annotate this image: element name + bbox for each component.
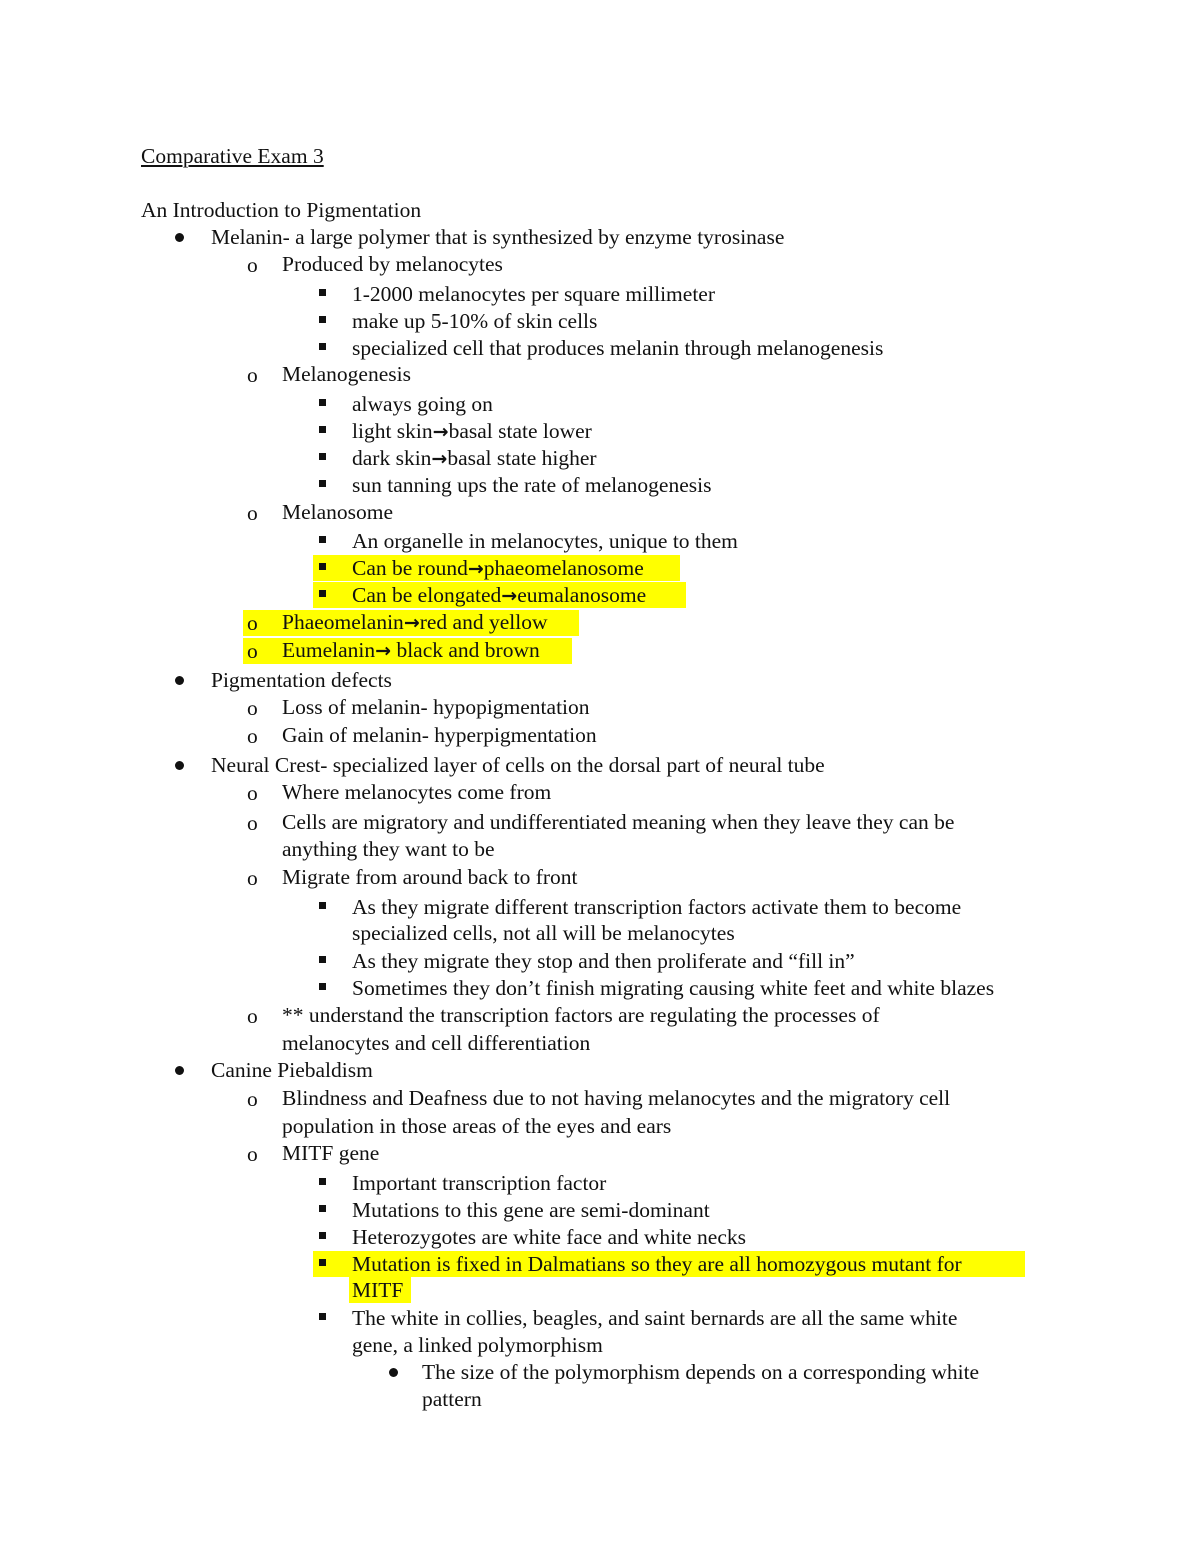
list-item: sun tanning ups the rate of melanogenesis: [352, 473, 712, 497]
list-item: make up 5-10% of skin cells: [352, 309, 598, 333]
list-item: 1-2000 melanocytes per square millimeter: [352, 282, 715, 306]
bullet-square: [319, 563, 326, 570]
list-item: [282, 637, 540, 664]
list-item: Pigmentation defects: [211, 668, 392, 692]
document-title: Comparative Exam 3: [141, 144, 324, 168]
list-item: [352, 418, 592, 445]
list-item: As they migrate different transcription factors activate them to become: [352, 895, 962, 919]
list-item: Heterozygotes are white face and white necks: [352, 1225, 746, 1249]
list-item: The white in collies, beagles, and saint bernards are all the same white: [352, 1306, 958, 1330]
text-part: eumalanosome: [517, 583, 647, 607]
bullet-square: [319, 956, 326, 963]
arrow-icon: →: [375, 640, 392, 662]
bullet-circle: o: [247, 866, 258, 890]
bullet-circle: o: [247, 611, 258, 635]
list-item-continuation: MITF: [352, 1278, 404, 1302]
list-item: Canine Piebaldism: [211, 1058, 373, 1082]
bullet-square: [319, 399, 326, 406]
text-part: Can be round: [352, 556, 468, 580]
list-item: As they migrate they stop and then proliferate and “fill in”: [352, 949, 855, 973]
list-item-continuation: population in those areas of the eyes and ears: [282, 1114, 672, 1138]
list-item: Mutation is fixed in Dalmatians so they are all homozygous mutant for: [352, 1252, 962, 1276]
list-item: Produced by melanocytes: [282, 252, 503, 276]
bullet-dot: [175, 676, 184, 685]
list-item: [352, 555, 644, 582]
list-item: ** understand the transcription factors are regulating the processes of: [282, 1003, 880, 1027]
list-item: Gain of melanin- hyperpigmentation: [282, 723, 597, 747]
list-item: An organelle in melanocytes, unique to them: [352, 529, 738, 553]
bullet-circle: o: [247, 1142, 258, 1166]
arrow-icon: →: [403, 612, 420, 634]
text-part: Can be elongated: [352, 583, 502, 607]
bullet-circle: o: [247, 1004, 258, 1028]
arrow-icon: →: [467, 558, 484, 580]
text-part: Eumelanin: [282, 638, 376, 662]
bullet-square: [319, 1313, 326, 1320]
text-part: basal state lower: [448, 419, 592, 443]
bullet-square: [319, 316, 326, 323]
list-item: Melanin- a large polymer that is synthesized by enzyme tyrosinase: [211, 225, 785, 249]
list-item-continuation: gene, a linked polymorphism: [352, 1333, 603, 1357]
list-item: [352, 582, 646, 609]
list-item: specialized cell that produces melanin through melanogenesis: [352, 336, 884, 360]
bullet-square: [319, 590, 326, 597]
bullet-square: [319, 983, 326, 990]
bullet-circle: o: [247, 363, 258, 387]
bullet-square: [319, 426, 326, 433]
list-item: Sometimes they don’t finish migrating causing white feet and white blazes: [352, 976, 995, 1000]
list-item: Loss of melanin- hypopigmentation: [282, 695, 590, 719]
text-part: light skin: [352, 419, 433, 443]
bullet-circle: o: [247, 781, 258, 805]
list-item-continuation: specialized cells, not all will be melanocytes: [352, 921, 735, 945]
bullet-square: [319, 289, 326, 296]
list-item: Melanogenesis: [282, 362, 411, 386]
list-item: [282, 609, 548, 636]
bullet-square: [319, 1205, 326, 1212]
text-part: Phaeomelanin: [282, 610, 404, 634]
list-item: Migrate from around back to front: [282, 865, 578, 889]
list-item: Where melanocytes come from: [282, 780, 552, 804]
bullet-circle: o: [247, 253, 258, 277]
section-heading: An Introduction to Pigmentation: [141, 198, 422, 222]
list-item-continuation: pattern: [422, 1387, 482, 1411]
bullet-circle: o: [247, 1087, 258, 1111]
bullet-square: [319, 480, 326, 487]
text-part: red and yellow: [419, 610, 548, 634]
bullet-dot: [175, 761, 184, 770]
list-item: MITF gene: [282, 1141, 380, 1165]
list-item: Important transcription factor: [352, 1171, 607, 1195]
list-item: Cells are migratory and undifferentiated meaning when they leave they can be: [282, 810, 955, 834]
list-item: always going on: [352, 392, 493, 416]
list-item: Mutations to this gene are semi-dominant: [352, 1198, 710, 1222]
text-part: phaeomelanosome: [483, 556, 644, 580]
bullet-square: [319, 902, 326, 909]
list-item-continuation: melanocytes and cell differentiation: [282, 1031, 591, 1055]
bullet-square: [319, 343, 326, 350]
list-item: [352, 445, 597, 472]
bullet-dot: [175, 1066, 184, 1075]
text-part: basal state higher: [447, 446, 597, 470]
bullet-square: [319, 1259, 326, 1266]
bullet-circle: o: [247, 639, 258, 663]
bullet-circle: o: [247, 501, 258, 525]
bullet-square: [319, 1178, 326, 1185]
bullet-circle: o: [247, 811, 258, 835]
bullet-circle: o: [247, 696, 258, 720]
bullet-dot: [389, 1368, 398, 1377]
text-part: black and brown: [391, 638, 540, 662]
arrow-icon: →: [501, 585, 518, 607]
list-item: Melanosome: [282, 500, 394, 524]
arrow-icon: →: [432, 421, 449, 443]
list-item: Blindness and Deafness due to not having melanocytes and the migratory cell: [282, 1086, 951, 1110]
arrow-icon: →: [431, 448, 448, 470]
bullet-dot: [175, 233, 184, 242]
list-item: Neural Crest- specialized layer of cells on the dorsal part of neural tube: [211, 753, 825, 777]
text-part: dark skin: [352, 446, 432, 470]
list-item: The size of the polymorphism depends on a corresponding white: [422, 1360, 980, 1384]
bullet-square: [319, 536, 326, 543]
bullet-circle: o: [247, 724, 258, 748]
bullet-square: [319, 1232, 326, 1239]
bullet-square: [319, 453, 326, 460]
list-item-continuation: anything they want to be: [282, 837, 495, 861]
